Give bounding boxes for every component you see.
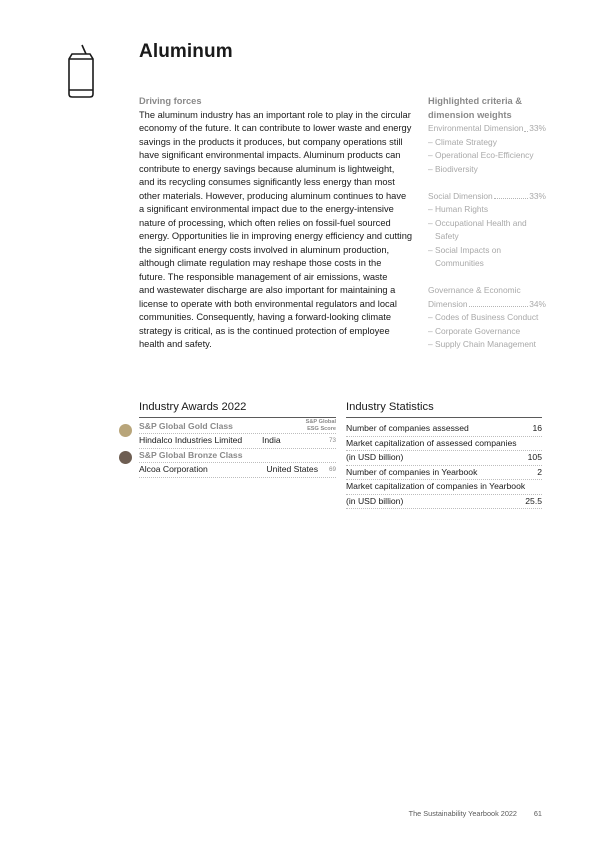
criteria-item: – Codes of Business Conduct xyxy=(428,312,539,322)
stat-label: Number of companies assessed xyxy=(346,423,469,433)
body-text-line: have significant environmental impacts. Aluminum products can xyxy=(139,150,401,160)
social-dimension-label: Social Dimension xyxy=(428,190,493,201)
industry-awards-title: Industry Awards 2022 xyxy=(139,401,336,418)
esg-score-header xyxy=(306,418,336,433)
company-score: 69 xyxy=(328,466,336,473)
gold-class-row xyxy=(139,418,336,434)
stat-value: 2 xyxy=(537,466,542,477)
body-text-line: license to operate with both environmental regulators and local xyxy=(139,298,397,309)
body-text-line: other materials. However, producing aluminum continues to have xyxy=(139,190,407,201)
page-title: Aluminum xyxy=(139,41,233,62)
company-country: India xyxy=(262,435,281,445)
criteria-item: – Supply Chain Management xyxy=(428,339,537,349)
environmental-dimension-weight: 33% xyxy=(529,123,546,133)
driving-forces-text xyxy=(139,109,417,352)
criteria-heading-line1: Highlighted criteria & xyxy=(428,96,523,106)
criteria-section xyxy=(428,95,546,365)
esg-score-header-line1: S&P Global xyxy=(305,419,336,425)
governance-dimension-label: Dimension xyxy=(428,298,468,309)
social-dimension xyxy=(428,190,546,271)
body-text-line: a significant environmental impact due to the energy-intensive xyxy=(139,204,394,214)
body-text-line: health and safety. xyxy=(139,339,212,349)
driving-forces-heading: Driving forces xyxy=(139,96,202,106)
body-text-line: contribute to energy savings because aluminum is lightweight, xyxy=(139,163,395,174)
table-row xyxy=(346,480,542,495)
table-row xyxy=(346,466,542,481)
criteria-item: – Social Impacts on xyxy=(428,244,502,255)
industry-statistics-table xyxy=(346,401,542,509)
page-number: 61 xyxy=(533,809,542,818)
governance-dimension-weight: 34% xyxy=(529,298,546,309)
industry-statistics-title: Industry Statistics xyxy=(346,401,542,418)
body-text-line: strategy is critical, as is the continued protection of employee xyxy=(139,325,390,336)
environmental-dimension-label: Environmental Dimension xyxy=(428,123,524,133)
criteria-item: – Occupational Health and xyxy=(428,217,527,228)
governance-dimension-label-line1: Governance & Economic xyxy=(428,285,521,295)
body-text-line: and its recycling consumes significantly less energy than most xyxy=(139,177,395,187)
table-row xyxy=(346,418,542,437)
company-name: Hindalco Industries Limited xyxy=(139,435,243,445)
stat-label: (in USD billion) xyxy=(346,495,404,506)
body-text-line: the significant energy costs involved in aluminum production, xyxy=(139,244,390,255)
bronze-class-row xyxy=(139,449,336,464)
body-text-line: and wastewater discharge are also important for maintaining a xyxy=(139,285,396,295)
criteria-item: Safety xyxy=(435,231,459,241)
table-row xyxy=(346,451,542,466)
governance-dimension xyxy=(428,284,546,352)
criteria-item: Communities xyxy=(435,258,484,268)
bronze-class-label: S&P Global Bronze Class xyxy=(139,449,243,460)
body-text-line: future. The responsible management of air emissions, waste xyxy=(139,271,388,282)
footer-yearbook-title: The Sustainability Yearbook 2022 xyxy=(408,809,517,818)
beverage-can-icon xyxy=(66,44,96,100)
gold-class-label: S&P Global Gold Class xyxy=(139,420,233,431)
stat-value: 16 xyxy=(532,423,542,433)
body-text-line: energy. Opportunities lie in improving energy efficiency and cutting xyxy=(139,231,413,241)
criteria-item: – Climate Strategy xyxy=(428,136,497,147)
driving-forces-section xyxy=(139,95,417,352)
esg-score-header-line2: ESG Score xyxy=(307,425,336,432)
environmental-dimension xyxy=(428,122,546,176)
body-text-line: communities. Consequently, having a forward-looking climate xyxy=(139,312,391,322)
gold-class-medal-icon xyxy=(119,424,132,437)
stat-value: 105 xyxy=(527,452,542,462)
criteria-item: – Human Rights xyxy=(428,204,489,214)
body-text-line: although climate regulation may reshape those costs in the xyxy=(139,258,382,268)
body-text-line: nature of processing, which often relies on fossil-fuel sourced xyxy=(139,217,391,228)
criteria-item: – Biodiversity xyxy=(428,163,478,174)
bronze-class-medal-icon xyxy=(119,451,132,464)
stat-label: Number of companies in Yearbook xyxy=(346,466,478,477)
criteria-item: – Operational Eco-Efficiency xyxy=(428,150,534,160)
table-row xyxy=(139,463,336,478)
table-row xyxy=(346,495,542,510)
table-row xyxy=(346,437,542,452)
body-text-line: The aluminum industry has an important role to play in the circular xyxy=(139,109,411,120)
social-dimension-weight: 33% xyxy=(529,190,546,201)
company-country: United States xyxy=(266,464,318,474)
stat-label: Market capitalization of companies in Yearbook xyxy=(346,481,526,491)
stat-value: 25.5 xyxy=(525,495,542,506)
industry-awards-table xyxy=(139,401,336,478)
stat-label: (in USD billion) xyxy=(346,452,404,462)
body-text-line: economy of the future. It can contribute to lower waste and energy xyxy=(139,123,412,133)
company-score: 73 xyxy=(328,437,336,444)
company-name: Alcoa Corporation xyxy=(139,464,208,474)
criteria-heading-line2: dimension weights xyxy=(428,109,512,120)
stat-label: Market capitalization of assessed companies xyxy=(346,437,517,448)
table-row xyxy=(139,434,336,449)
criteria-item: – Corporate Governance xyxy=(428,325,521,336)
body-text-line: savings in the products it produces, but company operations still xyxy=(139,136,403,147)
